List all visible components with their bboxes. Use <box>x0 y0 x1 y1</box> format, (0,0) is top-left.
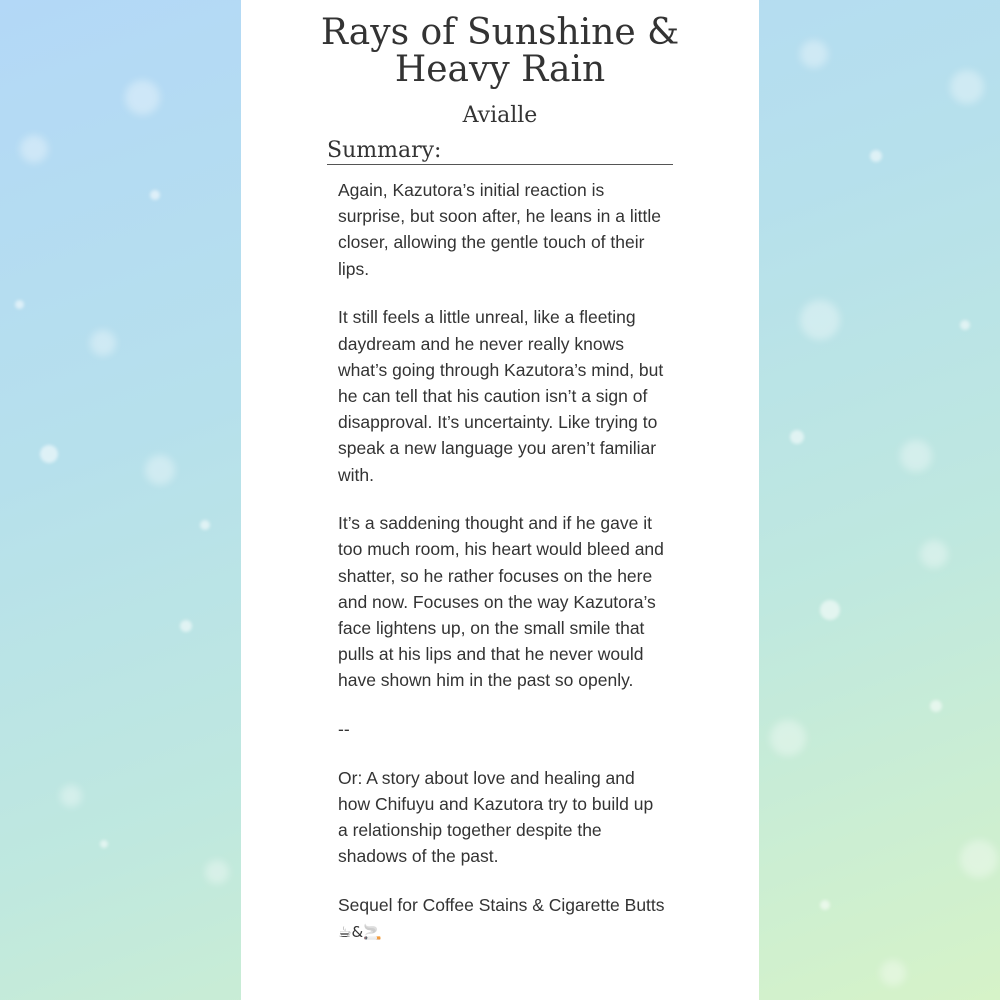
summary-paragraph: Or: A story about love and healing and how Chifuyu and Kazutora try to build up a relationship together despite the shadows of the past. <box>338 767 654 867</box>
sequel-text: Sequel for Coffee Stains & Cigarette Butts <box>338 895 665 916</box>
summary-text <box>338 177 666 946</box>
summary-paragraph: It still feels a little unreal, like a fleeting daydream and he never really knows what’s going through Kazutora’s mind, but he can tell that his caution isn’t a sign of disapproval. It’s uncertainty. Like trying to speak a new language you aren’t familiar with. <box>338 307 664 485</box>
sequel-note <box>338 892 666 945</box>
work-title <box>241 14 759 88</box>
summary-heading: Summary: <box>327 138 673 165</box>
work-card <box>241 0 759 1000</box>
work-title-line-1: Rays of Sunshine & <box>320 12 680 53</box>
author-name: Avialle <box>462 103 538 128</box>
coffee-cigarette-emoji: ☕&🚬 <box>338 923 382 942</box>
summary-separator: -- <box>338 719 350 740</box>
summary-paragraph: It’s a saddening thought and if he gave it too much room, his heart would bleed and shatter, so he rather focuses on the here and now. Focuses on the way Kazutora’s face lightens up, on the small smile that pulls at his lips and that he never would have shown him in the past so openly. <box>338 513 664 691</box>
summary-paragraph: Again, Kazutora’s initial reaction is surprise, but soon after, he leans in a little closer, allowing the gentle touch of their lips. <box>338 180 661 279</box>
work-title-line-2: Heavy Rain <box>394 49 606 90</box>
